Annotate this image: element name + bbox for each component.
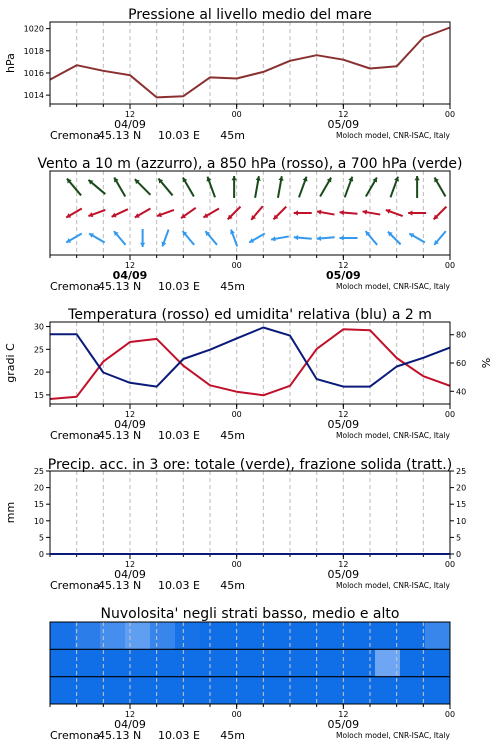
panel-title: Pressione al livello medio del mare bbox=[128, 7, 372, 23]
x-tick-label: 00 bbox=[231, 710, 242, 719]
cloud-cell bbox=[75, 677, 101, 704]
location-lon: 10.03 E bbox=[158, 280, 200, 293]
wind-arrow-0 bbox=[183, 177, 194, 196]
x-tick-label: 00 bbox=[231, 410, 242, 419]
wind-arrow-head bbox=[140, 243, 145, 247]
cloud-cell bbox=[175, 649, 201, 676]
cloud-cell bbox=[225, 622, 251, 649]
date-label: 05/09 bbox=[327, 118, 360, 131]
cloud-cell bbox=[400, 677, 426, 704]
location-lat: 45.13 N bbox=[98, 429, 142, 442]
panel-temp_rh bbox=[4, 307, 493, 442]
date-label: 04/09 bbox=[114, 118, 146, 131]
model-credit: Moloch model, CNR-ISAC, Italy bbox=[336, 282, 450, 291]
x-tick-label: 00 bbox=[231, 261, 242, 270]
wind-arrow-2 bbox=[271, 236, 289, 241]
model-credit: Moloch model, CNR-ISAC, Italy bbox=[336, 731, 450, 740]
wind-arrow-1 bbox=[112, 209, 128, 217]
wind-arrow-1 bbox=[434, 207, 447, 220]
wind-arrow-2 bbox=[140, 229, 145, 247]
wind-arrow-0 bbox=[88, 180, 105, 194]
x-tick-label: 12 bbox=[124, 410, 136, 419]
cloud-cell bbox=[425, 677, 451, 704]
cloud-cell bbox=[125, 649, 151, 676]
cloud-cell bbox=[425, 622, 451, 649]
cloud-cell bbox=[400, 622, 426, 649]
cloud-cell bbox=[75, 622, 101, 649]
wind-arrow-2 bbox=[409, 233, 425, 242]
date-label: 05/09 bbox=[327, 568, 360, 581]
wind-arrow-2 bbox=[317, 236, 335, 241]
panel-pressure bbox=[4, 7, 455, 142]
y-tick-label: 15 bbox=[33, 500, 44, 510]
wind-arrow-head bbox=[415, 176, 420, 180]
wind-arrow-2 bbox=[66, 234, 82, 243]
wind-arrow-0 bbox=[67, 179, 81, 196]
x-tick-label: 00 bbox=[444, 560, 456, 569]
wind-arrow-0 bbox=[415, 176, 420, 198]
x-tick-label: 00 bbox=[444, 410, 456, 419]
cloud-cell bbox=[350, 677, 376, 704]
location-lat: 45.13 N bbox=[98, 280, 142, 293]
cloud-cell bbox=[125, 677, 151, 704]
cloud-cell bbox=[300, 677, 326, 704]
location-city: Cremona bbox=[50, 579, 100, 592]
wind-arrow-0 bbox=[158, 179, 172, 196]
panel-precip bbox=[4, 457, 466, 592]
cloud-cell bbox=[175, 622, 201, 649]
location-city: Cremona bbox=[50, 729, 100, 742]
x-tick-label: 12 bbox=[338, 710, 349, 719]
wind-arrow-2 bbox=[388, 232, 401, 245]
x-tick-label: 00 bbox=[444, 710, 456, 719]
panel-clouds bbox=[50, 606, 455, 742]
wind-arrow-1 bbox=[251, 206, 263, 220]
cloud-cell bbox=[350, 649, 376, 676]
wind-arrow-head bbox=[340, 235, 344, 240]
x-tick-label: 00 bbox=[444, 110, 456, 119]
y-tick-label-right: 60 bbox=[456, 359, 467, 368]
cloud-cell bbox=[350, 622, 376, 649]
wind-arrow-2 bbox=[89, 233, 105, 242]
wind-arrow-0 bbox=[255, 176, 261, 198]
y-axis-label: mm bbox=[4, 501, 17, 524]
y-tick-label-right: 15 bbox=[456, 500, 467, 510]
location-alt: 45m bbox=[220, 729, 245, 742]
wind-arrow-0 bbox=[366, 177, 377, 196]
location-alt: 45m bbox=[220, 579, 245, 592]
y-axis-label: gradi C bbox=[4, 343, 17, 383]
panel-title: Vento a 10 m (azzurro), a 850 hPa (rosso), a 700 hPa (verde) bbox=[37, 156, 463, 172]
pressure-line bbox=[50, 28, 450, 98]
wind-arrow-2 bbox=[230, 230, 237, 247]
cloud-cell bbox=[225, 649, 251, 676]
wind-arrow-head bbox=[408, 210, 412, 215]
wind-arrow-0 bbox=[206, 177, 215, 198]
x-tick-label: 12 bbox=[338, 110, 349, 119]
cloud-cell bbox=[250, 622, 276, 649]
y-tick-label: 25 bbox=[33, 467, 44, 476]
location-lon: 10.03 E bbox=[158, 579, 200, 592]
y-tick-label-right: 10 bbox=[456, 516, 467, 526]
wind-arrow-head bbox=[294, 235, 298, 240]
wind-arrow-2 bbox=[366, 231, 378, 245]
y-tick-label: 1014 bbox=[23, 91, 44, 101]
wind-arrow-1 bbox=[274, 207, 287, 220]
cloud-cell bbox=[200, 677, 226, 704]
cloud-cell bbox=[225, 677, 251, 704]
y-tick-label-right: 40 bbox=[456, 387, 467, 397]
cloud-cell bbox=[200, 622, 226, 649]
wind-arrow-1 bbox=[363, 210, 381, 215]
wind-arrow-2 bbox=[114, 231, 126, 245]
wind-arrow-2 bbox=[434, 231, 446, 245]
cloud-cell bbox=[325, 649, 351, 676]
x-tick-label: 12 bbox=[124, 110, 136, 119]
location-lon: 10.03 E bbox=[158, 729, 200, 742]
y-tick-label: 5 bbox=[38, 533, 44, 543]
x-tick-label: 00 bbox=[231, 110, 242, 119]
x-tick-label: 12 bbox=[338, 261, 349, 270]
wind-arrow-2 bbox=[249, 234, 265, 243]
plot-frame bbox=[50, 22, 450, 104]
wind-arrow-0 bbox=[434, 177, 445, 196]
y-tick-label: 1016 bbox=[23, 68, 44, 78]
location-city: Cremona bbox=[50, 129, 100, 142]
location-lon: 10.03 E bbox=[158, 129, 200, 142]
plot-frame bbox=[50, 322, 450, 404]
wind-arrow-1 bbox=[228, 207, 241, 220]
location-alt: 45m bbox=[220, 429, 245, 442]
cloud-cell bbox=[300, 622, 326, 649]
wind-arrow-0 bbox=[345, 177, 354, 198]
location-lat: 45.13 N bbox=[98, 129, 142, 142]
y-tick-label-right: 25 bbox=[456, 467, 467, 476]
cloud-cell bbox=[275, 622, 301, 649]
wind-arrow-0 bbox=[114, 177, 125, 196]
x-tick-label: 12 bbox=[338, 410, 349, 419]
wind-arrow-head bbox=[340, 210, 344, 215]
y-tick-label: 25 bbox=[33, 345, 44, 355]
y-tick-label: 20 bbox=[33, 368, 44, 378]
y-tick-label: 1018 bbox=[23, 46, 44, 56]
wind-arrow-1 bbox=[340, 210, 358, 215]
wind-arrow-1 bbox=[135, 209, 151, 218]
model-credit: Moloch model, CNR-ISAC, Italy bbox=[336, 131, 450, 140]
cloud-cell bbox=[300, 649, 326, 676]
cloud-cell bbox=[275, 649, 301, 676]
location-lat: 45.13 N bbox=[98, 729, 142, 742]
cloud-cell bbox=[175, 677, 201, 704]
x-tick-label: 00 bbox=[444, 261, 456, 270]
cloud-cell bbox=[50, 622, 76, 649]
date-label: 04/09 bbox=[114, 568, 146, 581]
cloud-cell bbox=[150, 649, 176, 676]
date-label: 05/09 bbox=[327, 418, 360, 431]
location-alt: 45m bbox=[220, 280, 245, 293]
wind-arrow-1 bbox=[66, 209, 82, 218]
cloud-cell bbox=[325, 622, 351, 649]
model-credit: Moloch model, CNR-ISAC, Italy bbox=[336, 431, 450, 440]
y-axis-label: % bbox=[480, 357, 493, 369]
wind-arrow-0 bbox=[278, 176, 284, 198]
x-tick-label: 00 bbox=[231, 560, 242, 569]
model-credit: Moloch model, CNR-ISAC, Italy bbox=[336, 581, 450, 590]
wind-arrow-0 bbox=[299, 177, 308, 198]
panel-wind bbox=[37, 156, 462, 293]
wind-arrow-0 bbox=[135, 179, 151, 195]
panel-title: Precip. acc. in 3 ore: totale (verde), frazione solida (tratt.) bbox=[47, 457, 453, 473]
plot-frame bbox=[50, 471, 450, 554]
y-tick-label: 0 bbox=[38, 550, 44, 559]
wind-arrow-2 bbox=[340, 235, 358, 240]
cloud-cell bbox=[150, 622, 176, 649]
cloud-cell bbox=[150, 677, 176, 704]
wind-arrow-1 bbox=[203, 209, 219, 218]
cloud-cell bbox=[250, 677, 276, 704]
wind-arrow-0 bbox=[232, 176, 237, 198]
cloud-cell bbox=[50, 649, 76, 676]
cloud-cell bbox=[75, 649, 101, 676]
cloud-cell bbox=[275, 677, 301, 704]
location-lat: 45.13 N bbox=[98, 579, 142, 592]
date-label: 04/09 bbox=[114, 718, 146, 731]
wind-arrow-0 bbox=[320, 177, 331, 196]
wind-arrow-head bbox=[232, 176, 237, 180]
date-label: 05/09 bbox=[327, 718, 360, 731]
location-lon: 10.03 E bbox=[158, 429, 200, 442]
date-label: 05/09 bbox=[326, 269, 361, 282]
y-tick-label: 20 bbox=[33, 483, 44, 493]
x-tick-label: 12 bbox=[124, 560, 136, 569]
y-tick-label: 15 bbox=[33, 390, 44, 400]
location-city: Cremona bbox=[50, 280, 100, 293]
y-tick-label-right: 20 bbox=[456, 483, 467, 493]
wind-arrow-1 bbox=[317, 210, 335, 215]
panel-title: Temperatura (rosso) ed umidita' relativa (blu) a 2 m bbox=[68, 307, 432, 323]
panel-title: Nuvolosita' negli strati basso, medio e alto bbox=[100, 606, 400, 622]
y-tick-label-right: 80 bbox=[456, 330, 467, 340]
cloud-cell bbox=[400, 649, 426, 676]
wind-arrow-2 bbox=[161, 230, 168, 247]
y-axis-label: hPa bbox=[4, 53, 17, 73]
y-tick-label: 1020 bbox=[23, 24, 44, 34]
y-tick-label-right: 0 bbox=[456, 550, 462, 559]
x-tick-label: 12 bbox=[338, 560, 349, 569]
cloud-cell bbox=[325, 677, 351, 704]
wind-arrow-2 bbox=[183, 231, 195, 245]
wind-arrow-head bbox=[294, 210, 298, 215]
temperature-line bbox=[50, 329, 450, 399]
x-tick-label: 12 bbox=[124, 261, 136, 270]
cloud-cell bbox=[250, 649, 276, 676]
y-tick-label: 30 bbox=[33, 322, 44, 332]
wind-arrow-1 bbox=[294, 210, 312, 215]
wind-arrow-2 bbox=[205, 231, 217, 245]
wind-arrow-1 bbox=[157, 210, 174, 217]
cloud-cell bbox=[200, 649, 226, 676]
cloud-cell bbox=[125, 622, 151, 649]
y-tick-label-right: 5 bbox=[456, 533, 462, 543]
wind-arrow-1 bbox=[88, 210, 105, 217]
date-label: 04/09 bbox=[114, 418, 146, 431]
wind-arrow-1 bbox=[386, 209, 403, 216]
cloud-cell bbox=[50, 677, 76, 704]
location-alt: 45m bbox=[220, 129, 245, 142]
date-label: 04/09 bbox=[112, 269, 148, 282]
location-city: Cremona bbox=[50, 429, 100, 442]
cloud-cell bbox=[425, 649, 451, 676]
wind-arrow-0 bbox=[390, 177, 399, 198]
wind-arrow-2 bbox=[294, 235, 312, 240]
x-tick-label: 12 bbox=[124, 710, 136, 719]
y-tick-label: 10 bbox=[33, 516, 44, 526]
wind-arrow-head bbox=[317, 236, 321, 241]
